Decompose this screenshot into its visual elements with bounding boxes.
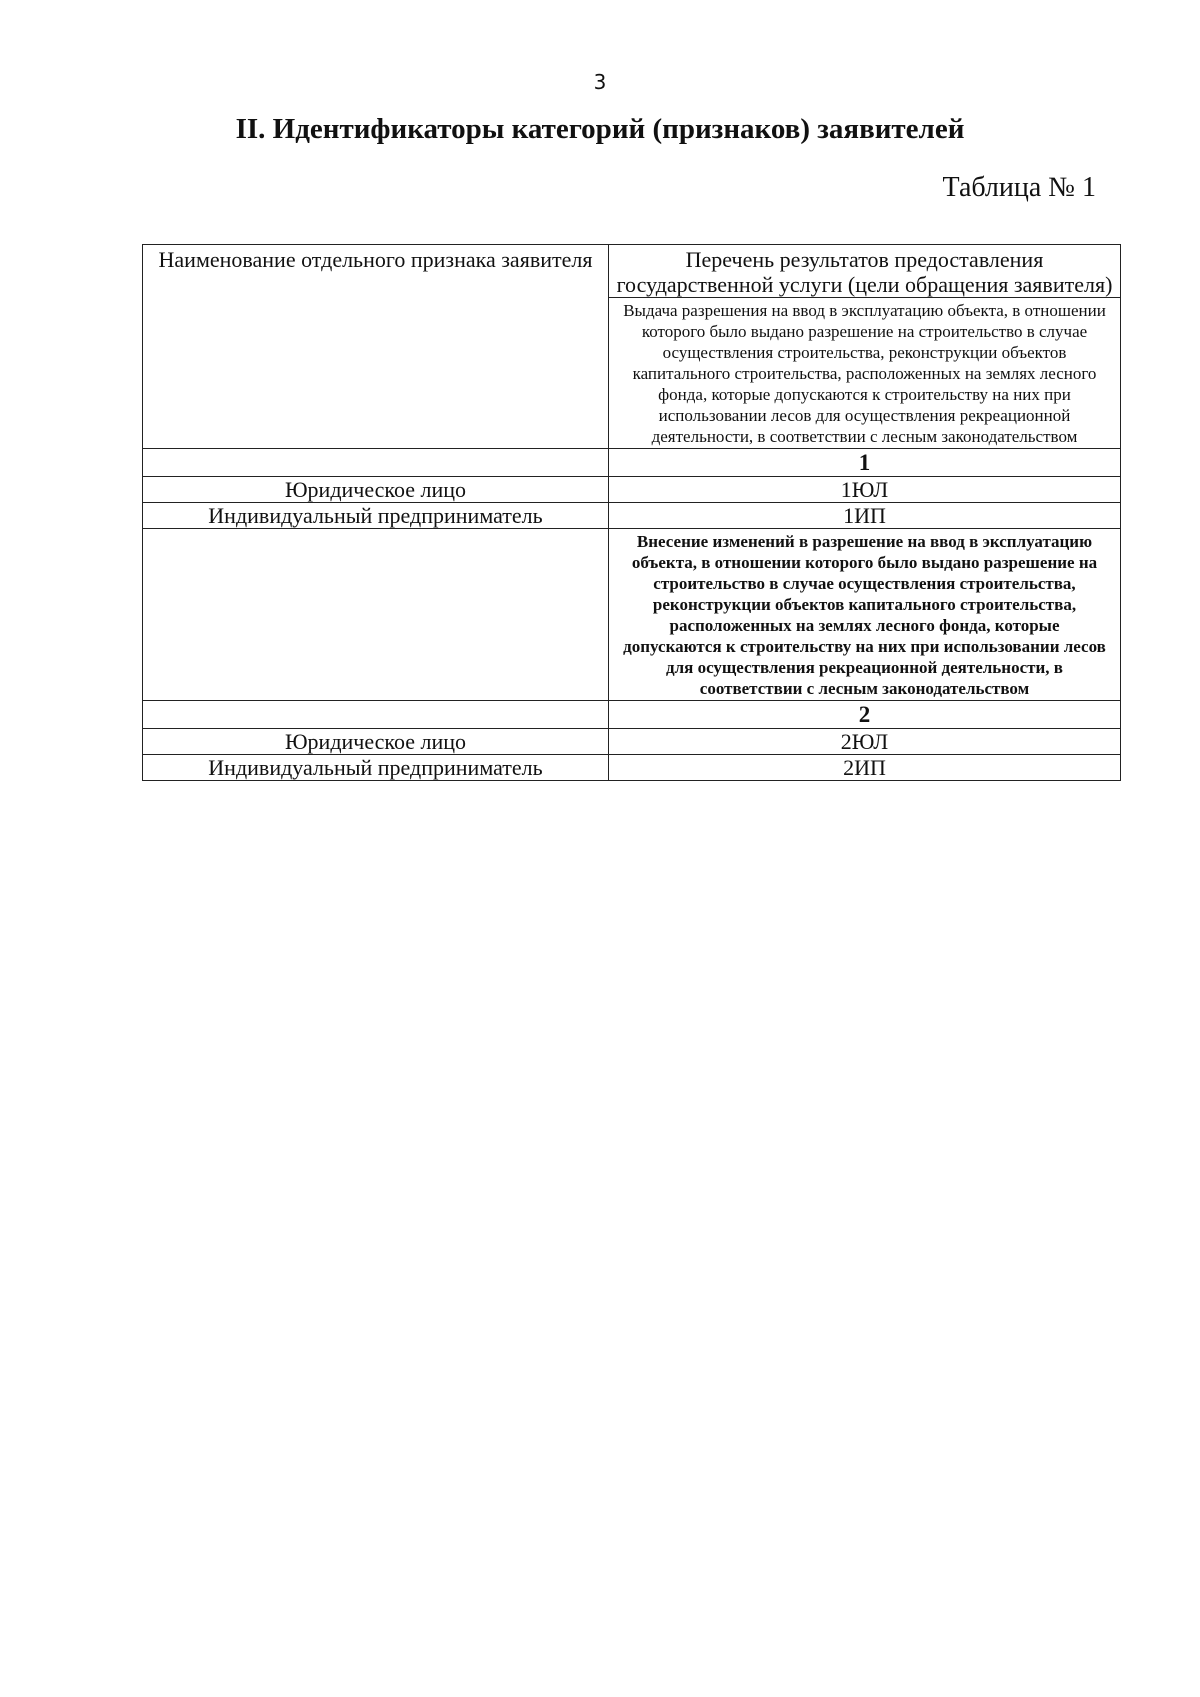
table-row <box>143 503 1121 529</box>
table-caption: Таблица № 1 <box>942 172 1096 203</box>
empty-cell <box>143 449 609 477</box>
applicant-id: 2ЮЛ <box>609 729 1121 755</box>
table-row <box>143 701 1121 729</box>
applicant-categories-table <box>142 244 1121 781</box>
applicant-id: 2ИП <box>609 755 1121 781</box>
applicant-id: 1ЮЛ <box>609 477 1121 503</box>
applicant-name: Индивидуальный предприниматель <box>143 755 609 781</box>
header-service-results: Перечень результатов предоставления государственной услуги (цели обращения заявителя) <box>609 245 1121 298</box>
table-row <box>143 755 1121 781</box>
empty-cell <box>143 529 609 701</box>
result-description-1: Выдача разрешения на ввод в эксплуатацию объекта, в отношении которого было выдано разрешение на строительство в случае осуществления строительства, реконструкции объектов капитального строительства, расположенных на землях лесного фонда, которые допускаются к строительству на них при использовании лесов для осуществления рекреационной деятельности, в соответствии с лесным законодательством <box>609 298 1121 449</box>
applicant-name: Юридическое лицо <box>143 729 609 755</box>
result-description-2: Внесение изменений в разрешение на ввод в эксплуатацию объекта, в отношении которого было выдано разрешение на строительство в случае осуществления строительства, реконструкции объектов капитального строительства, расположенных на землях лесного фонда, которые допускаются к строительству на них при использовании лесов для осуществления рекреационной деятельности, в соответствии с лесным законодательством <box>609 529 1121 701</box>
applicant-id: 1ИП <box>609 503 1121 529</box>
table-row <box>143 477 1121 503</box>
applicant-name: Индивидуальный предприниматель <box>143 503 609 529</box>
result-number-1: 1 <box>609 449 1121 477</box>
page-number: 3 <box>593 70 607 94</box>
table-header-row <box>143 245 1121 298</box>
page-title: II. Идентификаторы категорий (признаков) заявителей <box>235 113 965 145</box>
table-row <box>143 529 1121 701</box>
empty-cell <box>143 701 609 729</box>
table-row <box>143 729 1121 755</box>
header-applicant-attribute: Наименование отдельного признака заявителя <box>143 245 609 449</box>
table-row <box>143 449 1121 477</box>
applicant-name: Юридическое лицо <box>143 477 609 503</box>
result-number-2: 2 <box>609 701 1121 729</box>
